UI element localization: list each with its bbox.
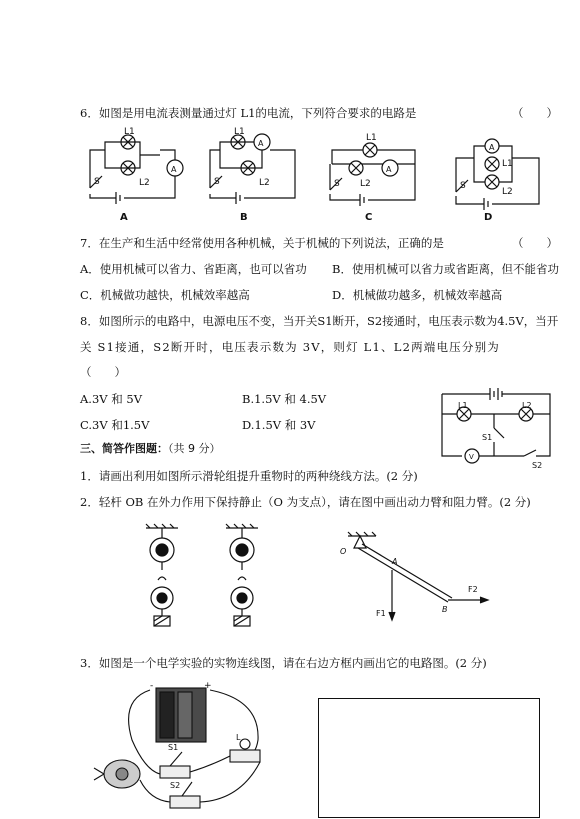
circuit-c-label: C: [365, 212, 373, 223]
real-fig-plus: +: [204, 681, 212, 691]
real-fig-l: L: [236, 733, 241, 742]
circuit-b-ammeter: A: [258, 139, 264, 148]
q8-fig-l2: L2: [522, 401, 532, 410]
q8-circuit: [432, 384, 560, 474]
circuit-d-label: D: [484, 212, 493, 223]
q7-option-a: A．使用机械可以省力、省距离，也可以省功: [80, 262, 307, 276]
q7-text: 7．在生产和生活中经常使用各种机械，关于机械的下列说法，正确的是: [80, 236, 444, 250]
circuit-b-s: S: [214, 177, 220, 187]
q7-option-c: C．机械做功越快，机械效率越高: [80, 288, 250, 302]
circuit-d-l2: L2: [502, 187, 513, 197]
circuit-d: [444, 128, 554, 223]
circuit-b-l2: L2: [259, 178, 270, 188]
q7-paren: （ ）: [512, 236, 558, 250]
q2-text: 2．轻杆 OB 在外力作用下保持静止（O 为支点），请在图中画出动力臂和阻力臂。(2 分): [80, 495, 531, 509]
q8-option-a: A.3V 和 5V: [80, 392, 143, 406]
circuit-d-l1: L1: [502, 159, 513, 169]
q8-option-c: C.3V 和1.5V: [80, 418, 150, 432]
q7-option-d: D．机械做功越多，机械效率越高: [332, 288, 503, 302]
section3-points: （共 9 分）: [168, 442, 221, 455]
circuit-a: [80, 127, 190, 223]
circuit-b: [200, 127, 310, 223]
pulley-figure: [140, 520, 280, 640]
answer-box[interactable]: [318, 698, 540, 818]
circuit-a-l1: L1: [124, 127, 135, 137]
q8-line3: （ ）: [80, 365, 126, 379]
lever-label-a: A: [392, 557, 398, 566]
real-fig-minus: -: [150, 681, 154, 691]
circuit-a-l2: L2: [139, 178, 150, 188]
circuit-c-l1: L1: [366, 133, 377, 143]
q8-fig-voltmeter: V: [469, 453, 474, 461]
circuit-a-ammeter: A: [171, 165, 177, 174]
q3-text: 3．如图是一个电学实验的实物连线图，请在右边方框内画出它的电路图。(2 分): [80, 656, 487, 670]
q8-option-b: B.1.5V 和 4.5V: [242, 392, 327, 406]
real-fig-s1: S1: [168, 743, 179, 752]
q8-fig-l1: L1: [458, 401, 468, 410]
circuit-d-ammeter: A: [489, 143, 495, 152]
q8-fig-s1: S1: [482, 433, 493, 442]
circuit-b-label: B: [240, 212, 248, 223]
q8-line2: 关 S1接通，S2断开时，电压表示数为 3V，则灯 L1、L2两端电压分别为: [80, 340, 500, 354]
q8-fig-s2: S2: [532, 461, 543, 470]
q8-option-d: D.1.5V 和 3V: [242, 418, 316, 432]
real-fig-s2: S2: [170, 781, 181, 790]
circuit-a-s: S: [94, 177, 100, 187]
circuit-d-s: S: [460, 181, 466, 191]
circuit-c-s: S: [334, 179, 340, 189]
circuit-c-ammeter: A: [386, 165, 392, 174]
circuit-a-label: A: [120, 212, 128, 223]
q8-line1: 8．如图所示的电路中，电源电压不变，当开关S1断开，S2接通时，电压表示数为4.5V，当开: [80, 314, 559, 328]
lever-label-o: O: [340, 547, 347, 556]
q6-paren: （ ）: [512, 106, 558, 120]
circuit-c: [320, 128, 430, 223]
circuit-b-l1: L1: [234, 127, 245, 137]
lever-label-b: B: [442, 605, 448, 614]
q1-text: 1．请画出利用如图所示滑轮组提升重物时的两种绕线方法。(2 分): [80, 469, 418, 483]
q6-text: 6．如图是用电流表测量通过灯 L1的电流，下列符合要求的电路是: [80, 106, 417, 120]
lever-figure: [336, 530, 506, 630]
lever-label-f2: F2: [468, 585, 478, 594]
section3-title: 三、简答作图题：: [80, 442, 168, 455]
real-circuit-figure: [90, 680, 280, 815]
circuit-c-l2: L2: [360, 179, 371, 189]
q7-option-b: B．使用机械可以省力或省距离，但不能省功: [332, 262, 559, 276]
lever-label-f1: F1: [376, 609, 386, 618]
